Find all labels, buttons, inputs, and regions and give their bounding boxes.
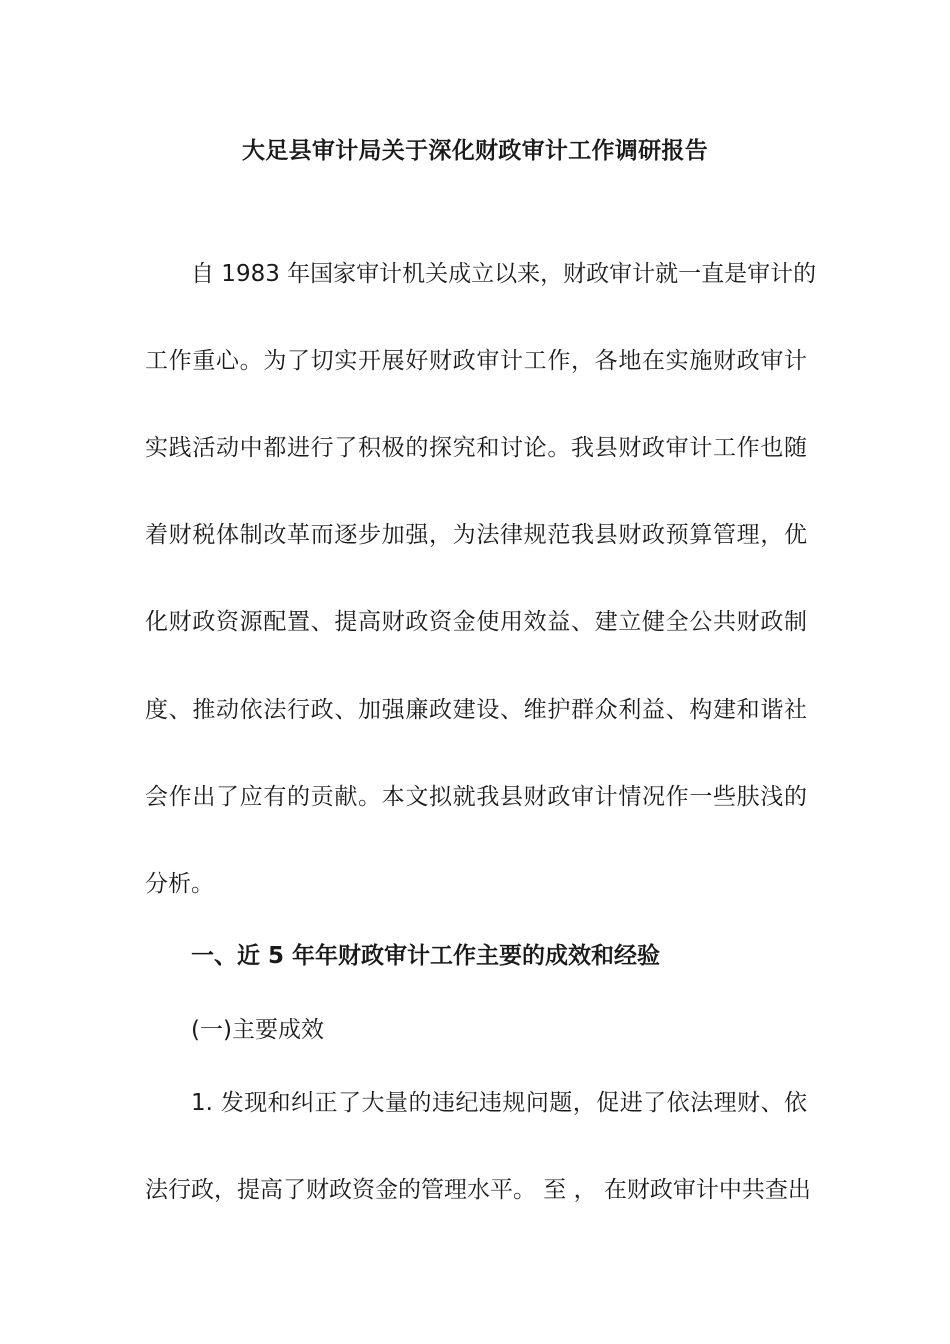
intro-line-8: 分析。 xyxy=(145,871,214,897)
item1-line-2: 法行政，提高了财政资金的管理水平。 至 ， 在财政审计中共查出 xyxy=(145,1177,811,1203)
intro-line-7: 会作出了应有的贡献。本文拟就我县财政审计情况作一些肤浅的 xyxy=(145,784,807,810)
intro-line-4: 着财税体制改革而逐步加强，为法律规范我县财政预算管理，优 xyxy=(145,522,807,548)
intro-line-1: 自 1983 年国家审计机关成立以来，财政审计就一直是审计的 xyxy=(191,261,817,287)
intro-line-2: 工作重心。为了切实开展好财政审计工作，各地在实施财政审计 xyxy=(145,348,807,374)
intro-line-3: 实践活动中都进行了积极的探究和讨论。我县财政审计工作也随 xyxy=(145,435,807,461)
intro-line-5: 化财政资源配置、提高财政资金使用效益、建立健全公共财政制 xyxy=(145,609,807,635)
item1-line-1: 1. 发现和纠正了大量的违纪违规问题，促进了依法理财、依 xyxy=(191,1090,807,1116)
intro-line-6: 度、推动依法行政、加强廉政建设、维护群众利益、构建和谐社 xyxy=(145,697,807,723)
document-title: 大足县审计局关于深化财政审计工作调研报告 xyxy=(242,138,708,164)
subsection-heading: (一)主要成效 xyxy=(191,1017,324,1043)
section-heading: 一、近 5 年年财政审计工作主要的成效和经验 xyxy=(191,943,661,969)
